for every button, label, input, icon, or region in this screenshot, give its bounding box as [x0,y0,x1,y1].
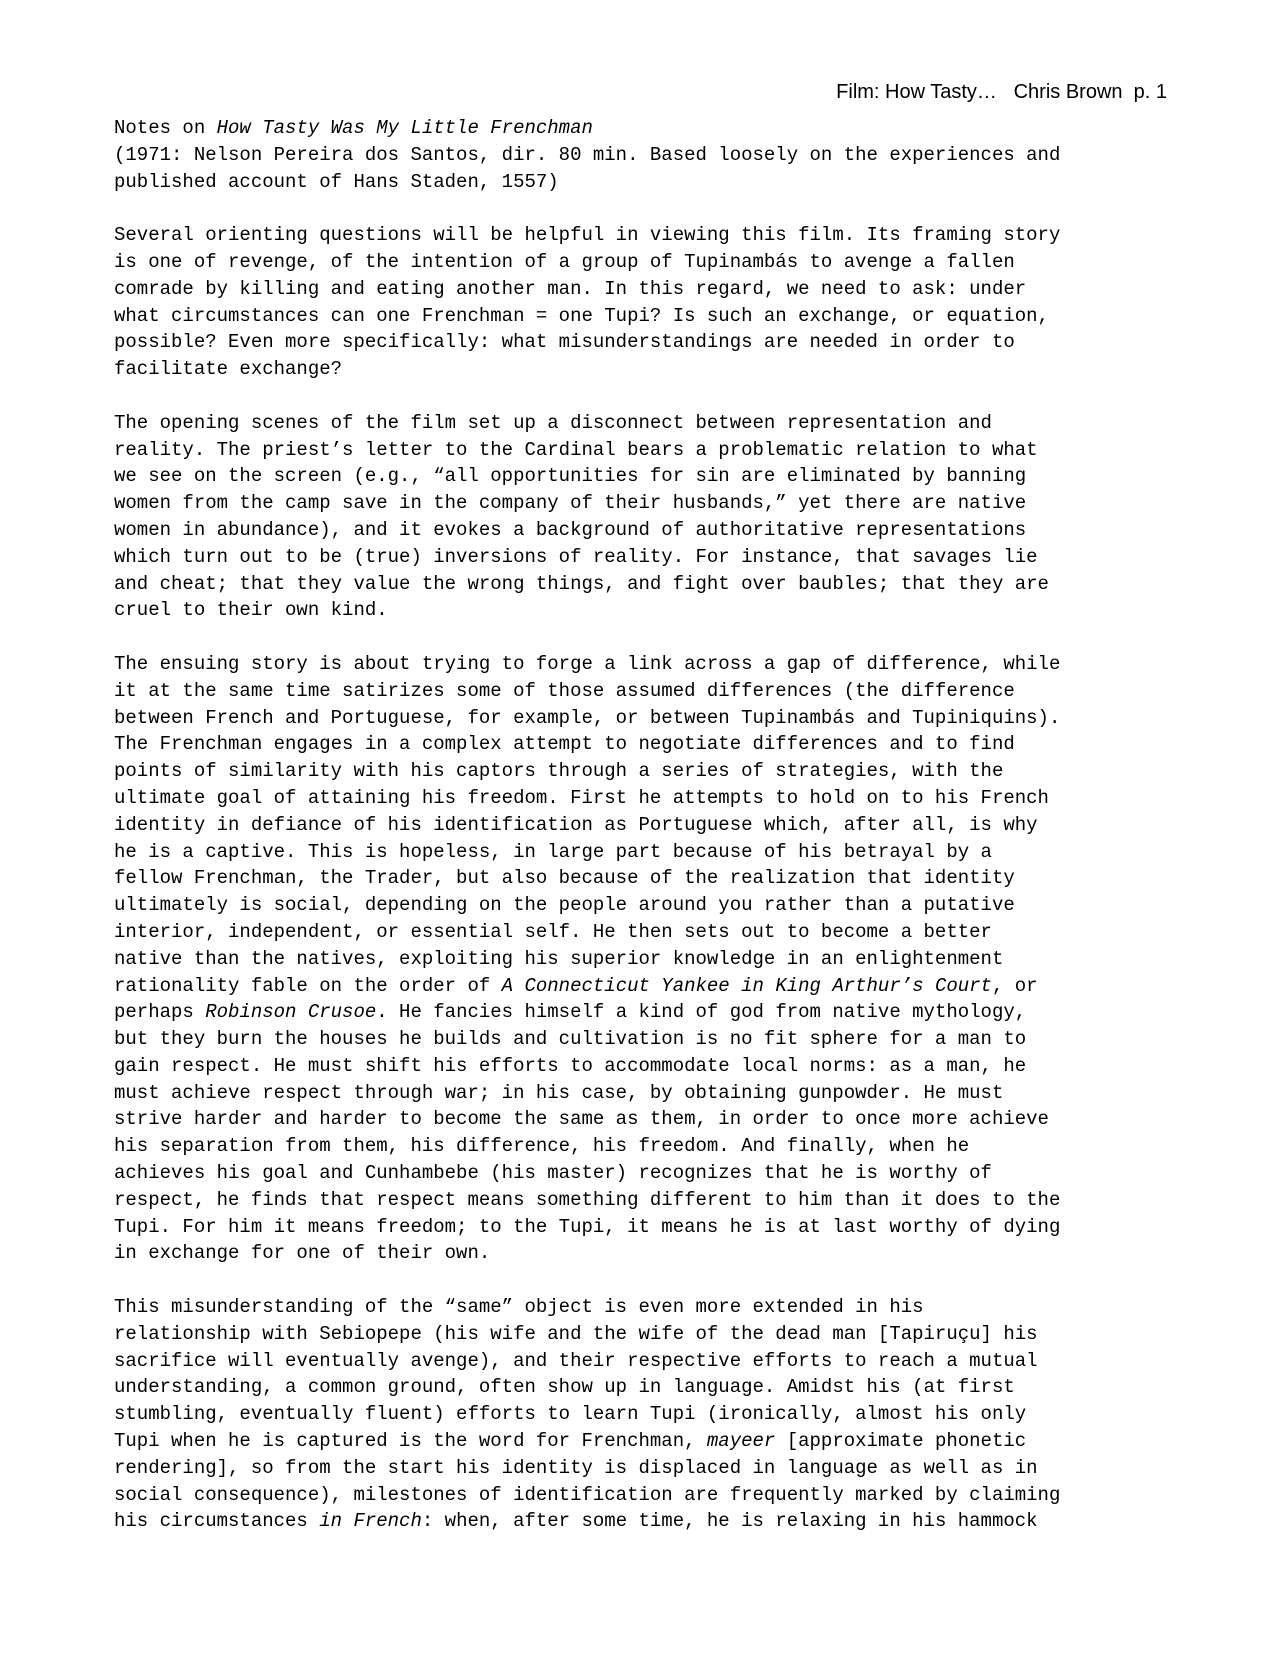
phrase-in-french: in French [319,1510,422,1533]
text-run: rationality fable on the order of [114,974,502,997]
text-run: his circumstances [114,1510,320,1533]
text-line: social consequence), milestones of identification are frequently marked by claiming [114,1483,1061,1506]
text-line: points of similarity with his captors through a series of strategies, with the [114,760,1004,783]
text-line: what circumstances can one Frenchman = one Tupi? Is such an exchange, or equation, [114,304,1049,327]
text-line: This misunderstanding of the “same” object is even more extended in his [114,1296,924,1319]
book-title-robinson-crusoe: Robinson Crusoe [205,1001,377,1024]
text-line: between French and Portuguese, for example, or between Tupinambás and Tupiniquins). [114,706,1061,729]
paragraph-3 [114,651,1174,1267]
text-line: ultimate goal of attaining his freedom. First he attempts to hold on to his French [114,786,1049,809]
title-line: (1971: Nelson Pereira dos Santos, dir. 80 min. Based loosely on the experiences and [114,143,1061,166]
text-line: sacrifice will eventually avenge), and their respective efforts to reach a mutual [114,1349,1038,1372]
text-line: stumbling, eventually fluent) efforts to learn Tupi (ironically, almost his only [114,1403,1027,1426]
title-line: published account of Hans Staden, 1557) [114,170,559,193]
text-line: The opening scenes of the film set up a disconnect between representation and [114,411,992,434]
text-run: Tupi when he is captured is the word for Frenchman, [114,1430,707,1453]
text-line [114,1428,1174,1455]
text-line: cruel to their own kind. [114,599,388,622]
text-run: : when, after some time, he is relaxing in his hammock [421,1510,1038,1533]
page-header: Film: How Tasty… Chris Brown p. 1 [836,81,1167,103]
text-line: strive harder and harder to become the same as them, in order to once more achieve [114,1108,1049,1131]
text-line: relationship with Sebiopepe (his wife and the wife of the dead man [Tapiruçu] his [114,1322,1038,1345]
text-line: and cheat; that they value the wrong things, and fight over baubles; that they are [114,572,1049,595]
paragraph-4 [114,1294,1174,1535]
text-line: must achieve respect through war; in his case, by obtaining gunpowder. He must [114,1081,1004,1104]
text-line: identity in defiance of his identification as Portuguese which, after all, is why [114,813,1038,836]
text-line: The Frenchman engages in a complex attempt to negotiate differences and to find [114,733,1015,756]
text-line [114,973,1174,1000]
text-line: ultimately is social, depending on the people around you rather than a putative [114,894,1015,917]
text-line: understanding, a common ground, often show up in language. Amidst his (at first [114,1376,1015,1399]
text-run: perhaps [114,1001,206,1024]
paragraph-1 [114,222,1174,383]
text-line: it at the same time satirizes some of those assumed differences (the difference [114,679,1015,702]
document-title [114,115,1174,142]
text-line: women in abundance), and it evokes a background of authoritative representations [114,518,1027,541]
text-line: achieves his goal and Cunhambebe (his master) recognizes that he is worthy of [114,1162,992,1185]
text-line [114,1508,1174,1535]
text-line: comrade by killing and eating another man. In this regard, we need to ask: under [114,277,1027,300]
text-line [114,999,1174,1026]
text-line: facilitate exchange? [114,358,343,381]
title-prefix: Notes on [114,117,217,139]
text-line: The ensuing story is about trying to forge a link across a gap of difference, while [114,652,1061,675]
text-line: possible? Even more specifically: what misunderstandings are needed in order to [114,331,1015,354]
text-line: he is a captive. This is hopeless, in large part because of his betrayal by a [114,840,992,863]
word-mayeer: mayeer [706,1430,776,1453]
text-line: interior, independent, or essential self. He then sets out to become a better [114,920,992,943]
text-line: fellow Frenchman, the Trader, but also because of the realization that identity [114,867,1015,890]
film-title: How Tasty Was My Little Frenchman [216,117,593,139]
book-title-connecticut-yankee: A Connecticut Yankee in King Arthur’s Court [501,974,992,997]
text-run: . He fancies himself a kind of god from native mythology, [376,1001,1027,1024]
text-run: [approximate phonetic [775,1430,1027,1453]
text-line: is one of revenge, of the intention of a group of Tupinambás to avenge a fallen [114,250,1015,273]
text-run: , or [991,974,1038,997]
text-line: Several orienting questions will be helpful in viewing this film. Its framing story [114,224,1061,247]
paragraph-2 [114,410,1174,624]
text-line: native than the natives, exploiting his superior knowledge in an enlightenment [114,947,1004,970]
text-line: respect, he finds that respect means something different to him than it does to the [114,1188,1061,1211]
text-line: we see on the screen (e.g., “all opportunities for sin are eliminated by banning [114,465,1027,488]
text-line: which turn out to be (true) inversions of reality. For instance, that savages lie [114,545,1038,568]
text-line: in exchange for one of their own. [114,1242,491,1265]
text-line: but they burn the houses he builds and cultivation is no fit sphere for a man to [114,1028,1027,1051]
document-body [114,115,1174,1535]
text-line: women from the camp save in the company of their husbands,” yet there are native [114,492,1027,515]
text-line: rendering], so from the start his identity is displaced in language as well as in [114,1456,1038,1479]
text-line: gain respect. He must shift his efforts to accommodate local norms: as a man, he [114,1054,1027,1077]
text-line: his separation from them, his difference, his freedom. And finally, when he [114,1135,970,1158]
text-line: reality. The priest’s letter to the Cardinal bears a problematic relation to what [114,438,1038,461]
text-line: Tupi. For him it means freedom; to the Tupi, it means he is at last worthy of dying [114,1215,1061,1238]
